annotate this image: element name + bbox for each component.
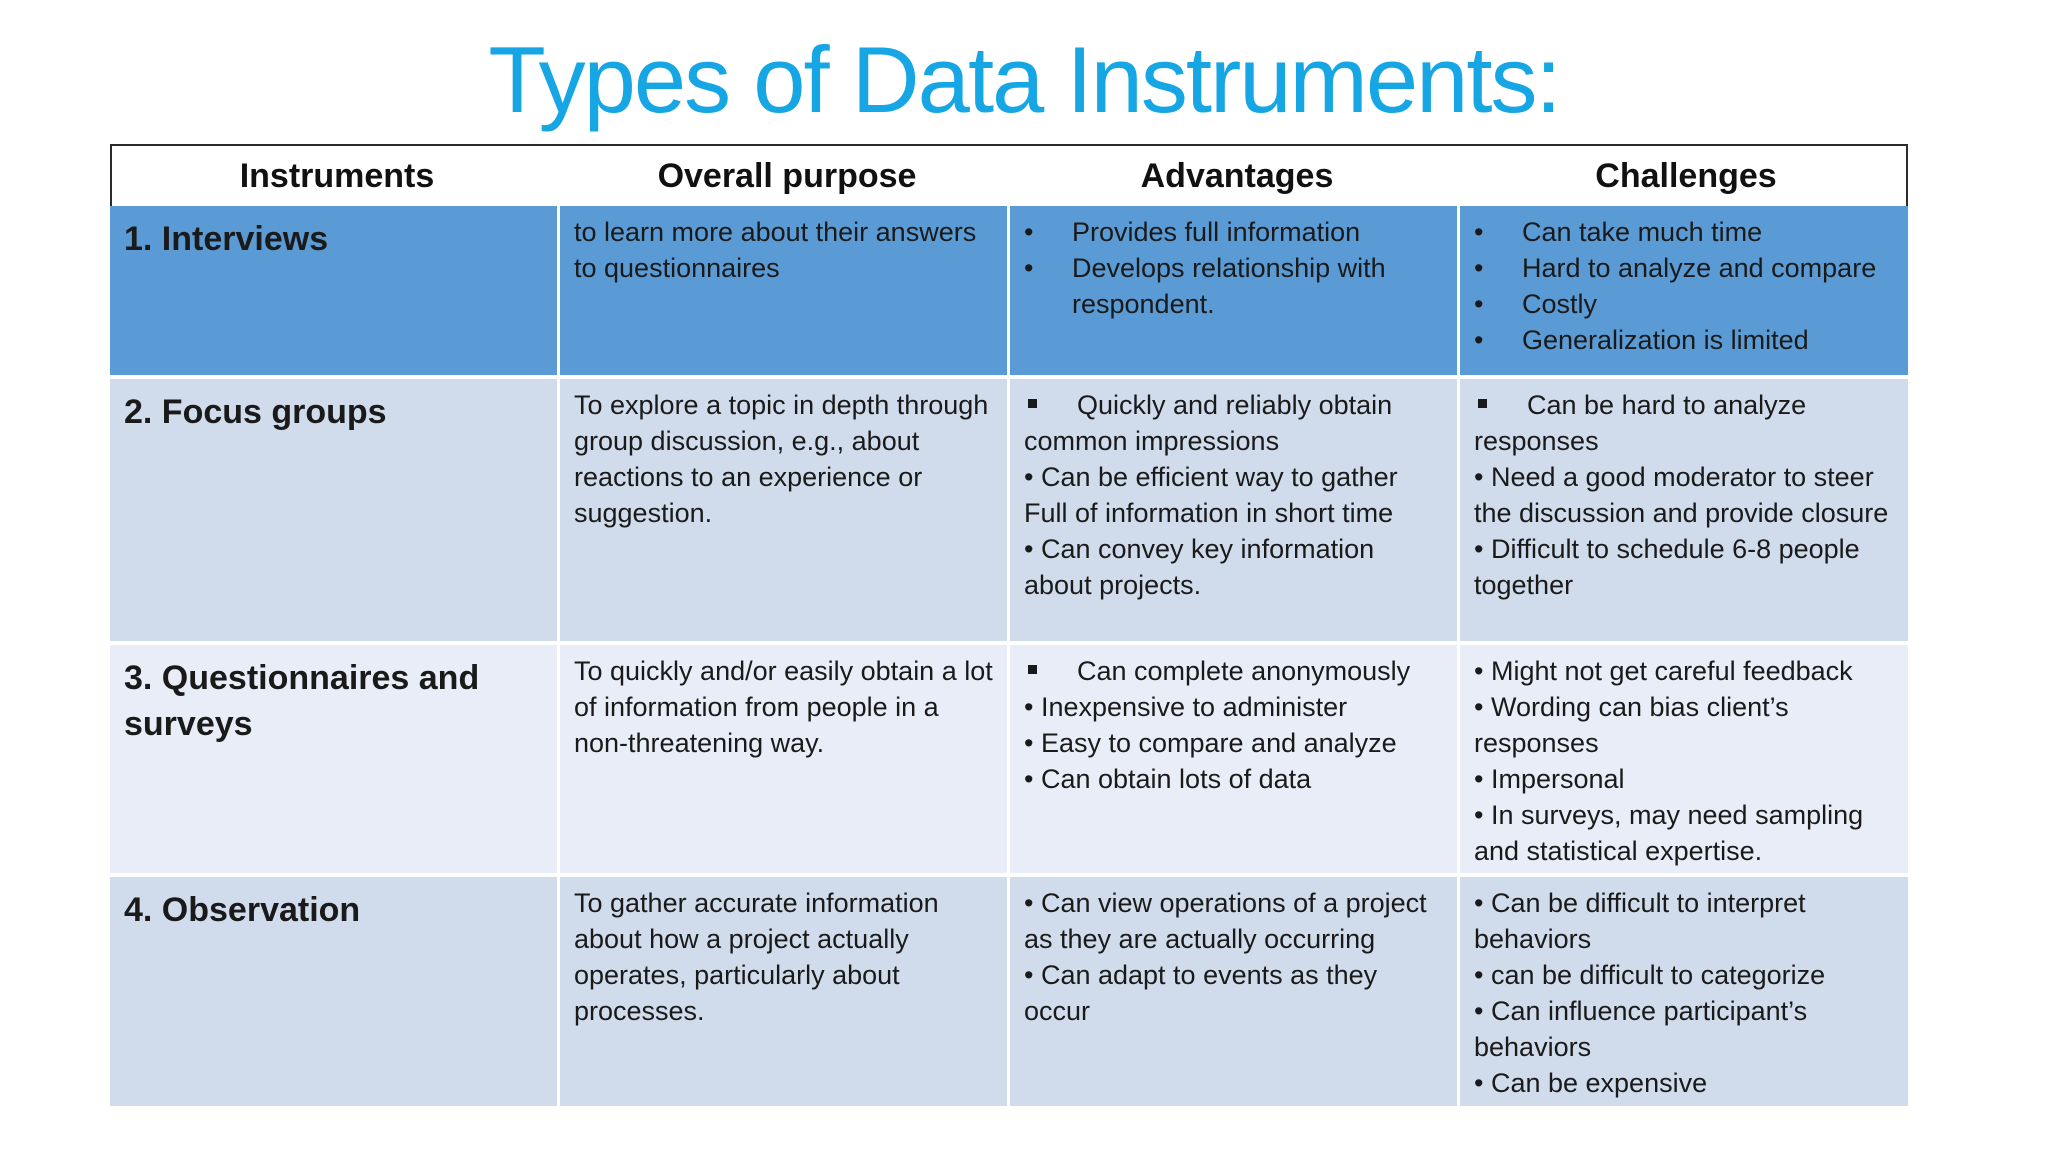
column-header-overall-purpose: Overall purpose	[657, 156, 917, 195]
advantage-item: • Develops relationship with respondent.	[1024, 250, 1443, 322]
challenge-item: • can be difficult to categorize	[1474, 960, 1826, 990]
square-bullet-icon	[1028, 665, 1037, 674]
overall-purpose: To explore a topic in depth through group discussion, e.g., about reactions to an experience or suggestion.	[560, 379, 1010, 645]
table-row-observation	[110, 877, 1908, 1110]
challenge-item: • Can influence participant’s behaviors	[1474, 996, 1808, 1062]
challenge-item: • Difficult to schedule 6-8 people together	[1474, 534, 1860, 600]
advantage-item: • Inexpensive to administer	[1024, 692, 1348, 722]
challenges	[1460, 206, 1908, 379]
advantages	[1010, 645, 1460, 877]
overall-purpose: to learn more about their answers to questionnaires	[560, 206, 1010, 379]
advantage-lead-item: Can complete anonymously	[1024, 653, 1443, 689]
challenges	[1460, 645, 1908, 877]
column-header-advantages: Advantages	[1140, 156, 1334, 195]
challenge-item: • Can be expensive	[1474, 1068, 1708, 1098]
advantage-lead-item: Quickly and reliably obtain common impressions	[1024, 390, 1393, 456]
column-header-instruments: Instruments	[239, 156, 435, 195]
table-row-focus-groups	[110, 379, 1908, 645]
challenge-item: • Wording can bias client’s responses	[1474, 692, 1789, 758]
advantages	[1010, 379, 1460, 645]
challenge-item: • Can be difficult to interpret behaviors	[1474, 888, 1806, 954]
challenge-item: • Generalization is limited	[1474, 322, 1894, 358]
advantage-item: • Can convey key information about projects.	[1024, 534, 1375, 600]
table-row-interviews	[110, 206, 1908, 379]
challenge-item: • Hard to analyze and compare	[1474, 250, 1894, 286]
square-bullet-icon	[1028, 399, 1037, 408]
challenge-item: • Might not get careful feedback	[1474, 656, 1853, 686]
challenge-item: • Costly	[1474, 286, 1894, 322]
advantages	[1010, 877, 1460, 1110]
advantage-item: • Provides full information	[1024, 214, 1443, 250]
challenges	[1460, 379, 1908, 645]
instruments-table	[110, 144, 1908, 1110]
challenge-lead-item: Can be hard to analyze responses	[1474, 390, 1807, 456]
instrument-name: 3. Questionnaires and surveys	[110, 645, 560, 877]
advantage-item: • Can be efficient way to gather Full of information in short time	[1024, 462, 1398, 528]
table-row-questionnaires	[110, 645, 1908, 877]
slide-title: Types of Data Instruments:	[488, 27, 1560, 132]
advantages	[1010, 206, 1460, 379]
advantage-item: • Easy to compare and analyze	[1024, 728, 1397, 758]
column-header-challenges: Challenges	[1595, 156, 1777, 195]
instrument-name: 2. Focus groups	[110, 379, 560, 645]
instrument-name: 1. Interviews	[110, 206, 560, 379]
challenge-item: • Need a good moderator to steer the discussion and provide closure	[1474, 462, 1889, 528]
challenge-item: • Impersonal	[1474, 764, 1625, 794]
advantage-item: • Can view operations of a project as they are actually occurring	[1024, 888, 1427, 954]
overall-purpose: To quickly and/or easily obtain a lot of information from people in a non-threatening way.	[560, 645, 1010, 877]
challenges-list	[1474, 214, 1894, 358]
advantage-item: • Can obtain lots of data	[1024, 764, 1312, 794]
advantage-item: • Can adapt to events as they occur	[1024, 960, 1378, 1026]
challenges	[1460, 877, 1908, 1110]
challenge-item: • Can take much time	[1474, 214, 1894, 250]
advantages-list	[1024, 214, 1443, 322]
challenge-item: • In surveys, may need sampling and statistical expertise.	[1474, 800, 1864, 866]
overall-purpose: To gather accurate information about how a project actually operates, particularly about processes.	[560, 877, 1010, 1110]
instrument-name: 4. Observation	[110, 877, 560, 1110]
table-header-row	[110, 144, 1908, 206]
square-bullet-icon	[1478, 399, 1487, 408]
